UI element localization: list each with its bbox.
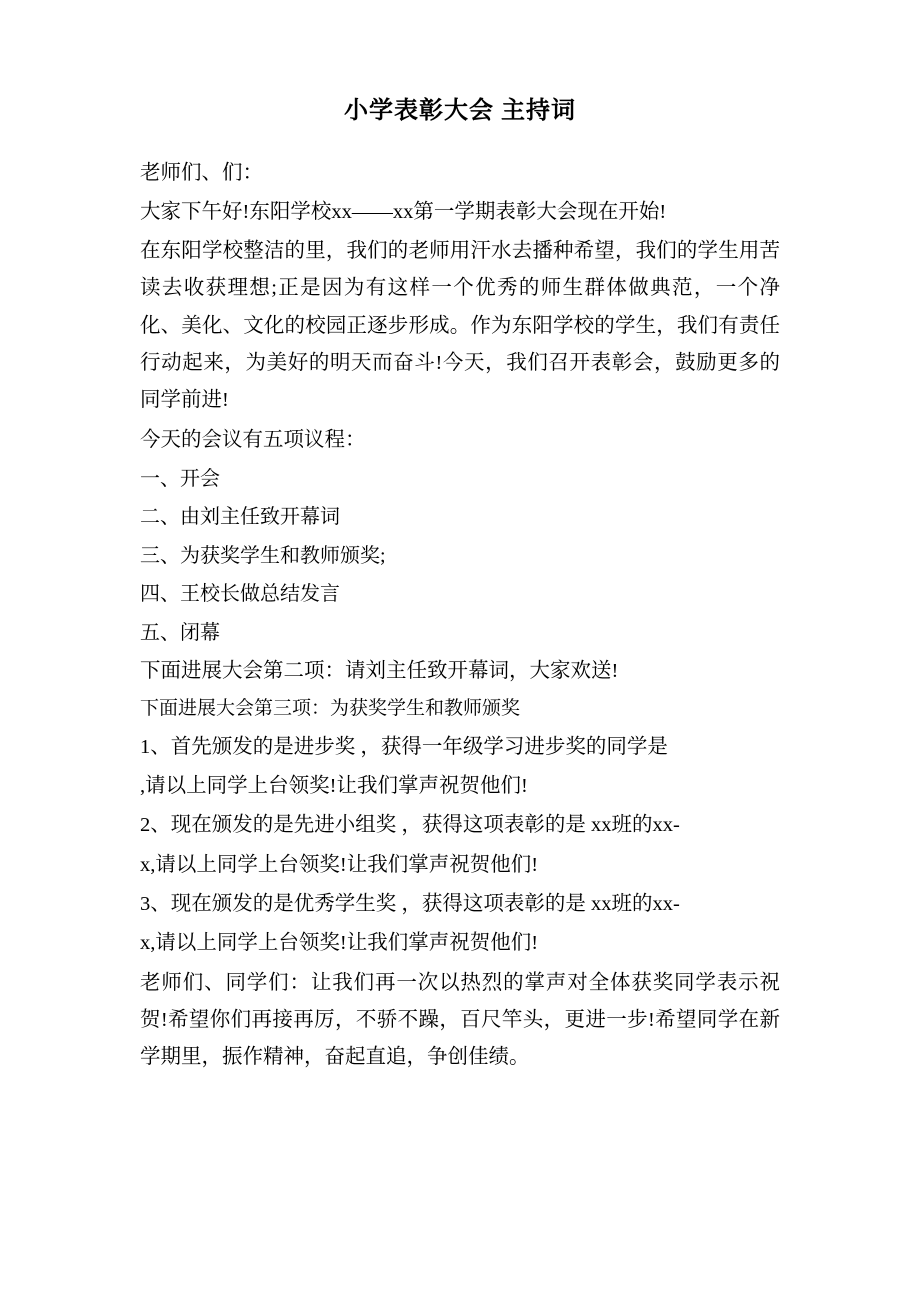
paragraph-award-2: 2、现在颁发的是先进小组奖 ，获得这项表彰的是 xx班的xx- bbox=[140, 814, 680, 837]
paragraph-award-3b: x,请以上同学上台领奖!让我们掌声祝贺他们! bbox=[140, 932, 539, 955]
agenda-item-3: 三、为获奖学生和教师颁奖; bbox=[140, 544, 386, 567]
paragraph-item-2: 下面进展大会第二项：请刘主任致开幕词，大家欢送! bbox=[140, 659, 619, 682]
paragraph-award-1b: ,请以上同学上台领奖!让我们掌声祝贺他们! bbox=[140, 775, 528, 798]
paragraph-body-1: 在东阳学校整洁的里，我们的老师用汗水去播种希望，我们的学生用苦读去收获理想;正是因为有这样一个优秀的师生群体做典范，一个净化、美化、文化的校园正逐步形成。作为东阳学校的学生，我们有责任行动起来，为美好的明天而奋斗!今天，我们召开表彰会，鼓励更多的同学前进! bbox=[140, 240, 780, 412]
paragraph-award-1: 1、首先颁发的是进步奖 ，获得一年级学习进步奖的同学是 bbox=[140, 735, 668, 758]
paragraph-award-2b: x,请以上同学上台领奖!让我们掌声祝贺他们! bbox=[140, 853, 539, 876]
paragraph-greeting: 老师们、们： bbox=[140, 161, 263, 184]
paragraph-agenda-intro: 今天的会议有五项议程： bbox=[140, 428, 366, 451]
paragraph-item-3: 下面进展大会第三项：为获奖学生和教师颁奖 bbox=[140, 698, 521, 720]
paragraph-award-3: 3、现在颁发的是优秀学生奖 ，获得这项表彰的是 xx班的xx- bbox=[140, 892, 680, 915]
page-title: 小学表彰大会 主持词 bbox=[344, 98, 576, 124]
paragraph-closing: 老师们、同学们：让我们再一次以热烈的掌声对全体获奖同学表示祝贺!希望你们再接再厉，不骄不躁，百尺竿头，更进一步!希望同学在新学期里，振作精神，奋起直追，争创佳绩。 bbox=[140, 971, 780, 1069]
agenda-item-4: 四、王校长做总结发言 bbox=[140, 583, 340, 606]
agenda-item-1: 一、开会 bbox=[140, 467, 220, 490]
paragraph-opening: 大家下午好!东阳学校xx——xx第一学期表彰大会现在开始! bbox=[140, 200, 667, 223]
agenda-item-2: 二、由刘主任致开幕词 bbox=[140, 506, 340, 529]
agenda-item-5: 五、闭幕 bbox=[140, 621, 220, 644]
